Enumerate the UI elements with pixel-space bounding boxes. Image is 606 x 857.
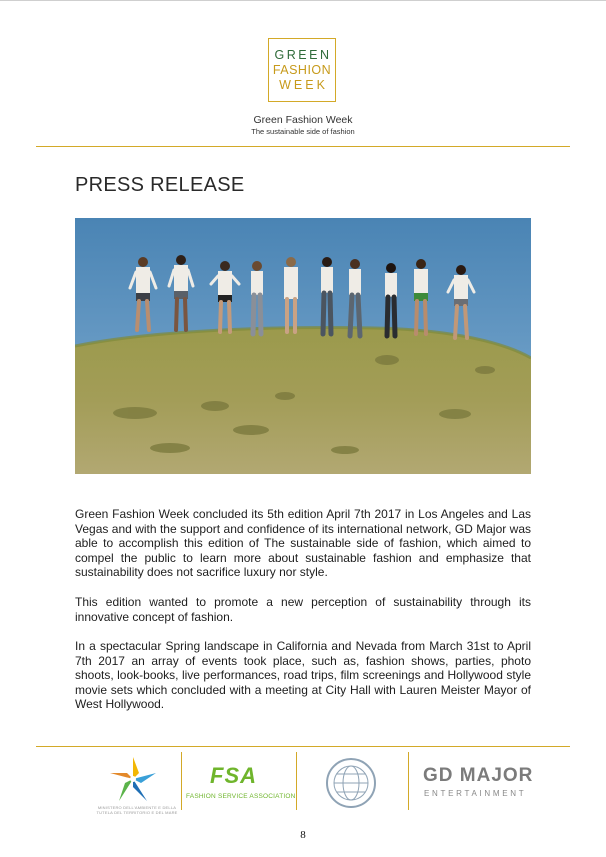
- sponsor-separator-2: [296, 752, 297, 810]
- paragraph-1: Green Fashion Week concluded its 5th edition April 7th 2017 in Los Angeles and Las Vegas and with the support and confidence of its international network, GD Major was able to accomplish this edition of The sustainable side of fashion, which aimed to compel the public to learn more about sustainable fashion and emphasize that sustainability does not sacrifice luxury nor style.: [75, 507, 531, 580]
- ministry-star-icon: [108, 755, 158, 803]
- paragraph-2: This edition wanted to promote a new perception of sustainability through its innovative concept of fashion.: [75, 595, 531, 624]
- logo-line-fashion: FASHION: [272, 62, 332, 77]
- logo-line-week: WEEK: [279, 77, 328, 92]
- globe-seal-icon: [325, 757, 377, 809]
- page-heading: PRESS RELEASE: [75, 174, 245, 196]
- fsa-logo-text: FSA: [210, 763, 257, 788]
- brand-tagline: The sustainable side of fashion: [251, 127, 355, 136]
- sponsor-separator-3: [408, 752, 409, 810]
- gd-major-caption: ENTERTAINMENT: [424, 789, 527, 798]
- ministry-logo: [108, 755, 158, 803]
- gd-major-logo-text: GD MAJOR: [423, 765, 534, 786]
- footer-divider: [36, 746, 570, 747]
- brand-title: Green Fashion Week: [253, 114, 353, 126]
- ministry-caption: MINISTERO DELL'AMBIENTE E DELLA TUTELA DEL TERRITORIO E DEL MARE: [96, 805, 178, 815]
- page-number: 8: [300, 829, 306, 841]
- logo-line-green: GREEN: [274, 47, 332, 62]
- green-fashion-week-logo: [268, 38, 336, 102]
- fsa-caption: FASHION SERVICE ASSOCIATION: [186, 793, 296, 800]
- paragraph-3: In a spectacular Spring landscape in California and Nevada from March 31st to April 7th 2017 an array of events took place, such as, fashion shows, parties, photo shoots, look-books, live performances, road trips, film screenings and Hollywood style movie sets which concluded with a meeting at City Hall with Lauren Meister Mayor of West Hollywood.: [75, 639, 531, 712]
- header-divider: [36, 146, 570, 147]
- top-border-line: [0, 0, 606, 1]
- models-on-hill-photo: [75, 218, 531, 474]
- sponsor-separator-1: [181, 752, 182, 810]
